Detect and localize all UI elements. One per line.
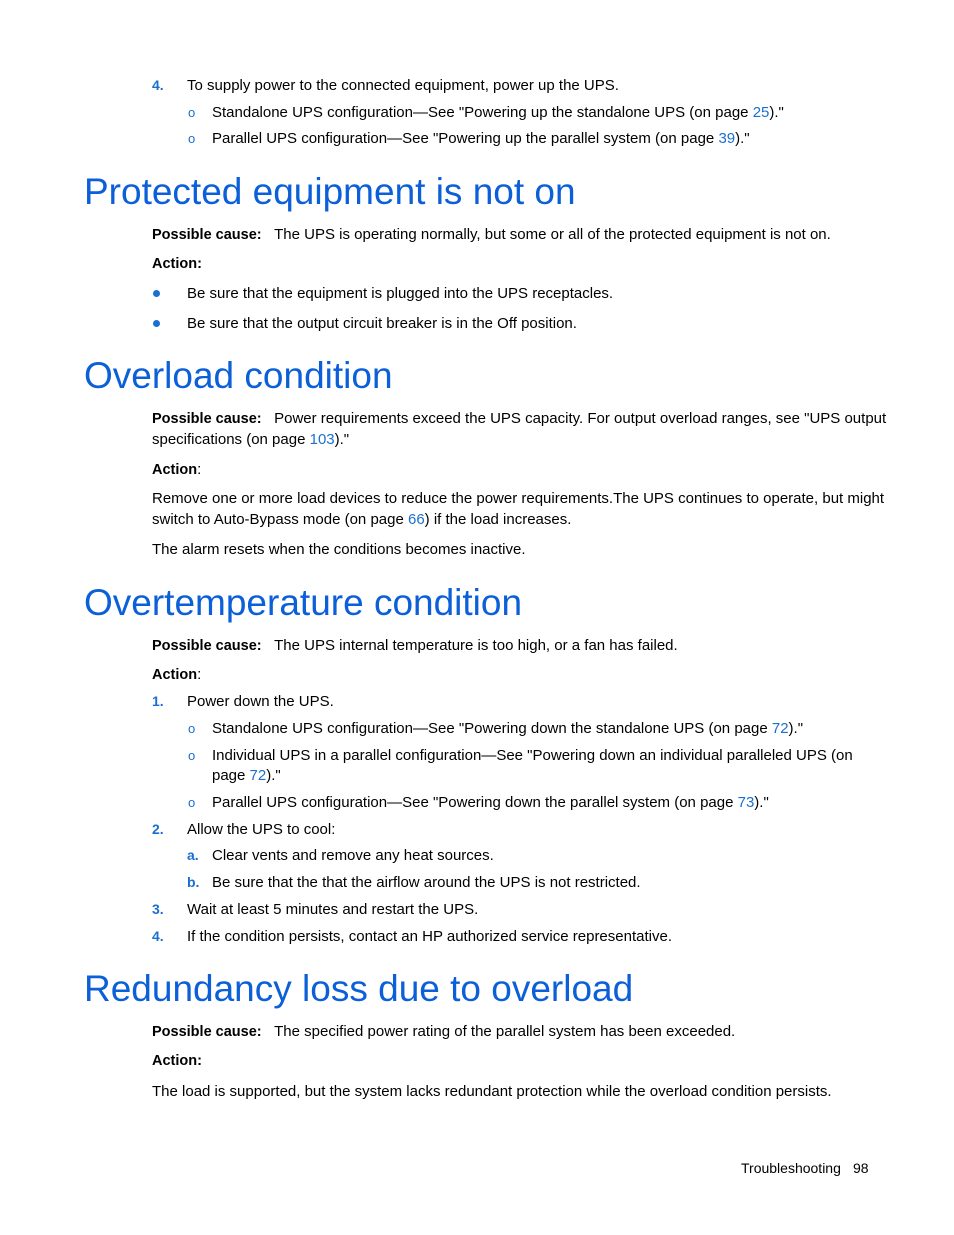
possible-cause <box>152 224 831 246</box>
sub-letter: b. <box>187 874 200 890</box>
step-number: 2. <box>152 821 164 837</box>
step-text: If the condition persists, contact an HP authorized service representative. <box>187 928 672 945</box>
cause-text-cont: specifications (on page 103)." <box>152 431 350 448</box>
paragraph-cont: switch to Auto-Bypass mode (on page 66) if the load increases. <box>152 511 572 528</box>
bullet-dot <box>153 320 160 327</box>
action-label: Action: <box>152 1053 202 1069</box>
sub-item: Parallel UPS configuration—See "Powering down the parallel system (on page 73)." <box>212 794 769 811</box>
page-link[interactable]: 66 <box>407 511 425 528</box>
paragraph: The load is supported, but the system lacks redundant protection while the overload condition persists. <box>152 1083 832 1100</box>
possible-cause <box>152 408 886 430</box>
sub-letter: a. <box>187 847 199 863</box>
cause-text: The UPS internal temperature is too high, or a fan has failed. <box>274 637 678 654</box>
step-text: To supply power to the connected equipment, power up the UPS. <box>187 77 619 94</box>
sub-bullet: o <box>188 795 196 810</box>
page-link[interactable]: 72 <box>249 767 267 784</box>
sub-item: Be sure that the that the airflow around the UPS is not restricted. <box>212 874 641 891</box>
possible-cause <box>152 635 678 657</box>
action-label: Action: <box>152 256 202 272</box>
step-number: 4. <box>152 928 164 944</box>
step-text: Allow the UPS to cool: <box>187 821 336 838</box>
sub-item: Clear vents and remove any heat sources. <box>212 847 494 864</box>
step-number: 1. <box>152 693 164 709</box>
sub-bullet: o <box>188 721 196 736</box>
sub-item: Standalone UPS configuration—See "Powering up the standalone UPS (on page 25)." <box>212 104 784 121</box>
section-heading: Protected equipment is not on <box>84 171 576 212</box>
bullet-item: Be sure that the equipment is plugged into the UPS receptacles. <box>187 285 614 302</box>
sub-bullet: o <box>188 131 196 146</box>
page-number: 98 <box>853 1160 869 1176</box>
page-link[interactable]: 25 <box>752 104 770 121</box>
sub-bullet: o <box>188 105 196 120</box>
page-link[interactable]: 39 <box>718 130 736 147</box>
cause-label: Possible cause: <box>152 411 262 427</box>
action-label: Action: <box>152 666 202 683</box>
footer-section: Troubleshooting <box>741 1160 841 1176</box>
sub-item: Individual UPS in a parallel configuration—See "Powering down an individual paralleled UPS (on <box>212 747 853 764</box>
sub-item-cont: page 72)." <box>212 767 281 784</box>
step-number: 4. <box>152 77 164 93</box>
page-link[interactable]: 73 <box>737 794 755 811</box>
bullet-item: Be sure that the output circuit breaker is in the Off position. <box>187 315 577 332</box>
step-text: Power down the UPS. <box>187 693 334 710</box>
cause-label: Possible cause: <box>152 227 262 243</box>
section-heading: Overtemperature condition <box>84 582 523 623</box>
paragraph: Remove one or more load devices to reduce the power requirements.The UPS continues to operate, but might <box>152 490 885 507</box>
sub-item: Standalone UPS configuration—See "Powering down the standalone UPS (on page 72)." <box>212 720 804 737</box>
step-text: Wait at least 5 minutes and restart the UPS. <box>187 901 479 918</box>
cause-text: The specified power rating of the parallel system has been exceeded. <box>274 1023 736 1040</box>
sub-bullet: o <box>188 748 196 763</box>
action-label: Action: <box>152 461 202 478</box>
step-number: 3. <box>152 901 164 917</box>
cause-text: Power requirements exceed the UPS capacity. For output overload ranges, see "UPS output <box>274 410 887 427</box>
cause-text: The UPS is operating normally, but some or all of the protected equipment is not on. <box>274 226 831 243</box>
section-heading: Redundancy loss due to overload <box>84 968 634 1009</box>
cause-label: Possible cause: <box>152 1024 262 1040</box>
possible-cause <box>152 1021 735 1043</box>
section-heading: Overload condition <box>84 355 393 396</box>
page-link[interactable]: 72 <box>771 720 789 737</box>
paragraph: The alarm resets when the conditions becomes inactive. <box>152 541 526 558</box>
cause-label: Possible cause: <box>152 638 262 654</box>
sub-item: Parallel UPS configuration—See "Powering up the parallel system (on page 39)." <box>212 130 750 147</box>
page-link[interactable]: 103 <box>309 431 335 448</box>
bullet-dot <box>153 290 160 297</box>
